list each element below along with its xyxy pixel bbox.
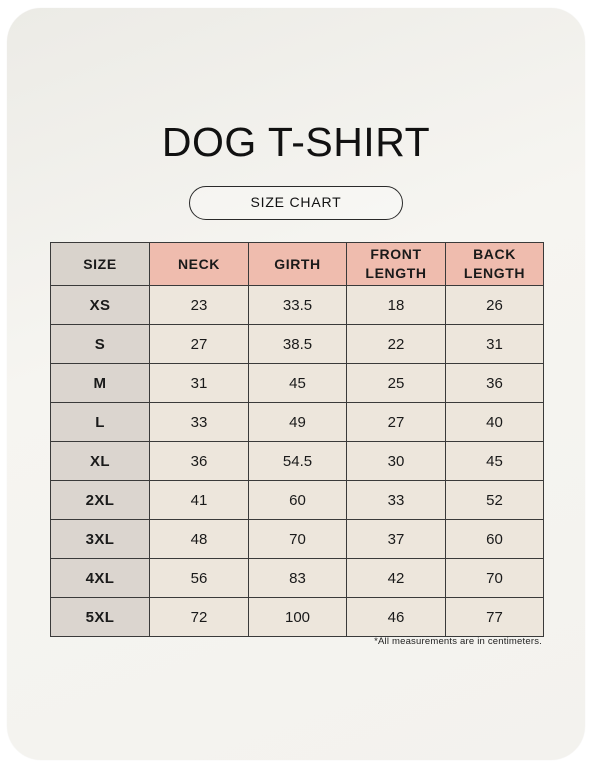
cell-neck: 36 <box>150 442 249 481</box>
cell-girth: 38.5 <box>249 325 347 364</box>
column-header-neck: NECK <box>150 243 249 286</box>
table-row <box>51 286 544 325</box>
cell-size: L <box>51 403 150 442</box>
cell-back-length: 36 <box>446 364 544 403</box>
cell-girth: 45 <box>249 364 347 403</box>
cell-girth: 100 <box>249 598 347 637</box>
cell-back-length: 60 <box>446 520 544 559</box>
cell-size: 3XL <box>51 520 150 559</box>
cell-back-length: 77 <box>446 598 544 637</box>
cell-front-length: 33 <box>347 481 446 520</box>
cell-neck: 56 <box>150 559 249 598</box>
cell-neck: 31 <box>150 364 249 403</box>
cell-neck: 33 <box>150 403 249 442</box>
cell-size: XS <box>51 286 150 325</box>
size-chart-body <box>51 286 544 637</box>
cell-front-length: 25 <box>347 364 446 403</box>
size-chart-badge: SIZE CHART <box>189 186 403 220</box>
cell-front-length: 18 <box>347 286 446 325</box>
cell-back-length: 52 <box>446 481 544 520</box>
cell-neck: 23 <box>150 286 249 325</box>
cell-front-length: 30 <box>347 442 446 481</box>
cell-size: M <box>51 364 150 403</box>
table-row <box>51 442 544 481</box>
page-title: DOG T-SHIRT <box>161 119 431 165</box>
column-header-size: SIZE <box>51 243 150 286</box>
cell-girth: 33.5 <box>249 286 347 325</box>
cell-girth: 60 <box>249 481 347 520</box>
cell-girth: 49 <box>249 403 347 442</box>
cell-neck: 48 <box>150 520 249 559</box>
table-row <box>51 325 544 364</box>
cell-front-length: 46 <box>347 598 446 637</box>
cell-neck: 72 <box>150 598 249 637</box>
cell-girth: 83 <box>249 559 347 598</box>
cell-front-length: 27 <box>347 403 446 442</box>
table-row <box>51 520 544 559</box>
table-header-row <box>51 243 544 286</box>
cell-size: 5XL <box>51 598 150 637</box>
cell-front-length: 37 <box>347 520 446 559</box>
cell-back-length: 70 <box>446 559 544 598</box>
cell-back-length: 26 <box>446 286 544 325</box>
cell-back-length: 40 <box>446 403 544 442</box>
cell-front-length: 42 <box>347 559 446 598</box>
measurement-note: *All measurements are in centimeters. <box>374 636 542 647</box>
cell-size: S <box>51 325 150 364</box>
column-header-front-length-label: FRONT LENGTH <box>365 246 427 281</box>
cell-neck: 27 <box>150 325 249 364</box>
cell-front-length: 22 <box>347 325 446 364</box>
table-row <box>51 598 544 637</box>
cell-back-length: 45 <box>446 442 544 481</box>
cell-size: 2XL <box>51 481 150 520</box>
cell-back-length: 31 <box>446 325 544 364</box>
table-row <box>51 364 544 403</box>
table-row <box>51 403 544 442</box>
column-header-back-length-label: BACK LENGTH <box>463 246 526 281</box>
table-row <box>51 481 544 520</box>
column-header-back-length <box>446 243 544 286</box>
cell-girth: 70 <box>249 520 347 559</box>
cell-neck: 41 <box>150 481 249 520</box>
cell-girth: 54.5 <box>249 442 347 481</box>
column-header-front-length <box>347 243 446 286</box>
column-header-girth: GIRTH <box>249 243 347 286</box>
cell-size: XL <box>51 442 150 481</box>
size-chart-table <box>50 242 544 637</box>
table-row <box>51 559 544 598</box>
cell-size: 4XL <box>51 559 150 598</box>
